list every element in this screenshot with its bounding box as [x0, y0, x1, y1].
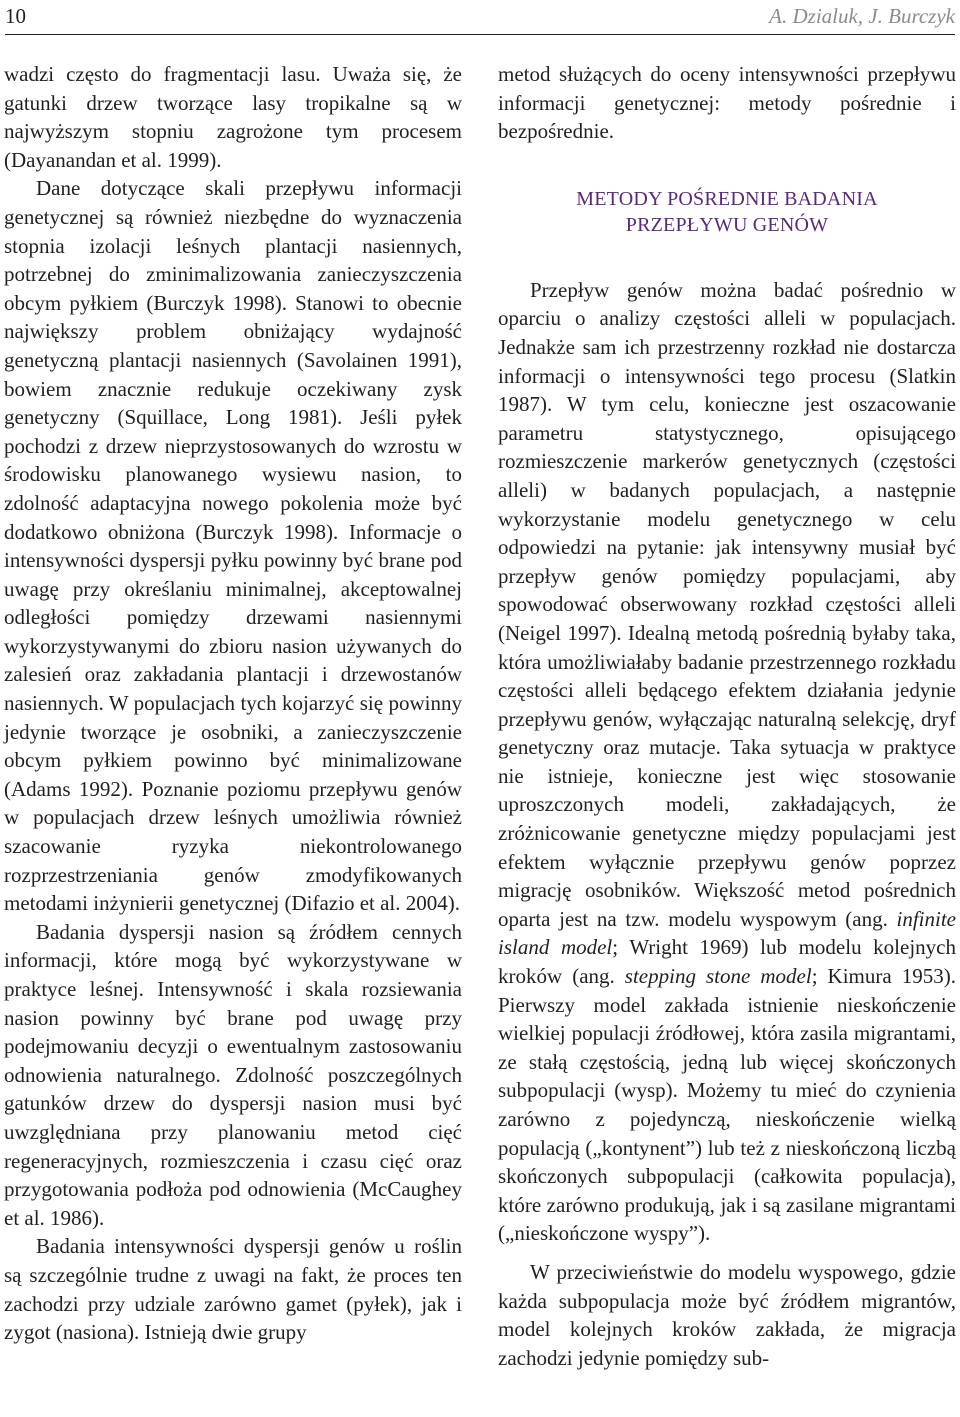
section-heading-line: METODY POŚREDNIE BADANIA	[576, 187, 878, 210]
paragraph: metod służących do oceny intensywności przepływu informacji genetycznej: metody pośrednie i bezpośrednie.	[498, 62, 956, 144]
paragraph	[498, 276, 956, 1248]
page-number: 10	[5, 4, 26, 28]
section-heading-line: PRZEPŁYWU GENÓW	[625, 213, 829, 236]
section-heading	[498, 186, 956, 238]
left-column	[4, 60, 462, 1347]
paragraph: Badania dyspersji nasion są źródłem cennych informacji, które mogą być wykorzystywane w praktyce leśnej. Intensywność i skala rozsiewania nasion powinny być brane pod uwagę przy podejmowaniu decyzji o ewentualnym zastosowaniu odnowienia naturalnego. Zdolność poszczególnych gatunków drzew do dyspersji nasion musi być uwzględniana przy planowaniu metod cięć regeneracyjnych, rozmieszczenia i czasu cięć oraz przygotowania podłoża pod odnowienia (McCaughey et al. 1986).	[4, 919, 462, 1230]
text-run: Przepływ genów można badać pośrednio w oparciu o analizy częstości alleli w populacjach. Jednakże sam ich przestrzenny rozkład nie dostarcza informacji o intensywności tego procesu (Slatkin 1987). W tym celu, konieczne jest oszacowanie parametru statystycznego, opisującego rozmieszczenie markerów genetycznych (częstości alleli) w badanych populacjach, a następnie wykorzystanie modelu genetycznego w celu odpowiedzi na pytanie: jak intensywny musiał być przepływ genów pomiędzy populacjami, aby spowodować obserwowany rozkład częstości alleli (Neigel 1997). Idealną metodą pośrednią byłaby taka, która umożliwiałaby badanie przestrzennego rozkładu częstości alleli będącego efektem działania jedynie przepływu genów, wyłączając naturalną selekcję, dryf genetyczny oraz mutacje. Taka sytuacja w praktyce nie istnieje, konieczne jest więc stosowanie uproszczonych modeli, zakładających, że zróżnicowanie genetyczne między populacjami jest efektem wyłącznie przepływu genów poprzez migrację osobników. Większość metod pośrednich oparta jest na tzw. modelu wyspowym (ang.	[498, 277, 956, 931]
running-header	[5, 2, 955, 35]
running-authors: A. Dzialuk, J. Burczyk	[769, 4, 955, 28]
italic-term: infinite island model	[498, 906, 956, 960]
paragraph: wadzi często do fragmentacji lasu. Uważa się, że gatunki drzew tworzące lasy tropikalne są w najwyższym stopniu zagrożone tym procesem (Dayanandan et al. 1999).	[4, 62, 462, 172]
paragraph: W przeciwieństwie do modelu wyspowego, gdzie każda subpopulacja może być źródłem migrantów, model kolejnych kroków zakłada, że migracja zachodzi jedynie pomiędzy sub-	[498, 1259, 956, 1370]
text-run: ; Kimura 1953). Pierwszy model zakłada istnienie nieskończenie wielkiej populacji źródłowej, która zasila migrantami, ze stałą częstością, jedną lub więcej skończonych subpopulacji (wysp). Możemy tu mieć do czynienia zarówno z pojedynczą, nieskończenie wielką populacją („kontynent”) lub też z nieskończoną liczbą skończonych subpopulacji (całkowita populacja), które zarówno produkują, jak i są zasilane migrantami („nieskończone wyspy”).	[498, 964, 956, 1246]
text-run: ; Wright 1969) lub modelu kolejnych kroków (ang.	[498, 935, 956, 989]
paragraph: Badania intensywności dyspersji genów u roślin są szczególnie trudne z uwagi na fakt, że proces ten zachodzi przy udziale zarówno gamet (pyłek), jak i zygot (nasiona). Istnieją dwie grupy	[4, 1234, 462, 1345]
right-column	[498, 60, 956, 1372]
paragraph: Dane dotyczące skali przepływu informacji genetycznej są również niezbędne do wyznaczenia stopnia izolacji leśnych plantacji nasiennych, potrzebnej do zminimalizowania zanieczyszczenia obcym pyłkiem (Burczyk 1998). Stanowi to obecnie największy problem obniżający wydajność genetyczną plantacji nasiennych (Savolainen 1991), bowiem znacznie redukuje oczekiwany zysk genetyczny (Squillace, Long 1981). Jeśli pyłek pochodzi z drzew nieprzystosowanych do wzrostu w środowisku planowanego wysiewu nasion, to zdolność adaptacyjna nowego pokolenia może być dodatkowo obniżona (Burczyk 1998). Informacje o intensywności dyspersji pyłku powinny być brane pod uwagę przy określaniu minimalnej, akceptowalnej odległości pomiędzy drzewami nasiennymi wykorzystywanymi do zbioru nasion używanych do zalesień oraz zakładania plantacji i drzewostanów nasiennych. W populacjach tych kojarzyć się powinny jedynie tworzące je osobniki, a zanieczyszczenie obcym pyłkiem powinno być minimalizowane (Adams 1992). Poznanie poziomu przepływu genów w populacjach drzew leśnych umożliwia również szacowanie ryzyka niekontrolowanego rozprzestrzeniania genów zmodyfikowanych metodami inżynierii genetycznej (Difazio et al. 2004).	[4, 176, 462, 916]
italic-term: stepping stone model	[624, 964, 812, 989]
